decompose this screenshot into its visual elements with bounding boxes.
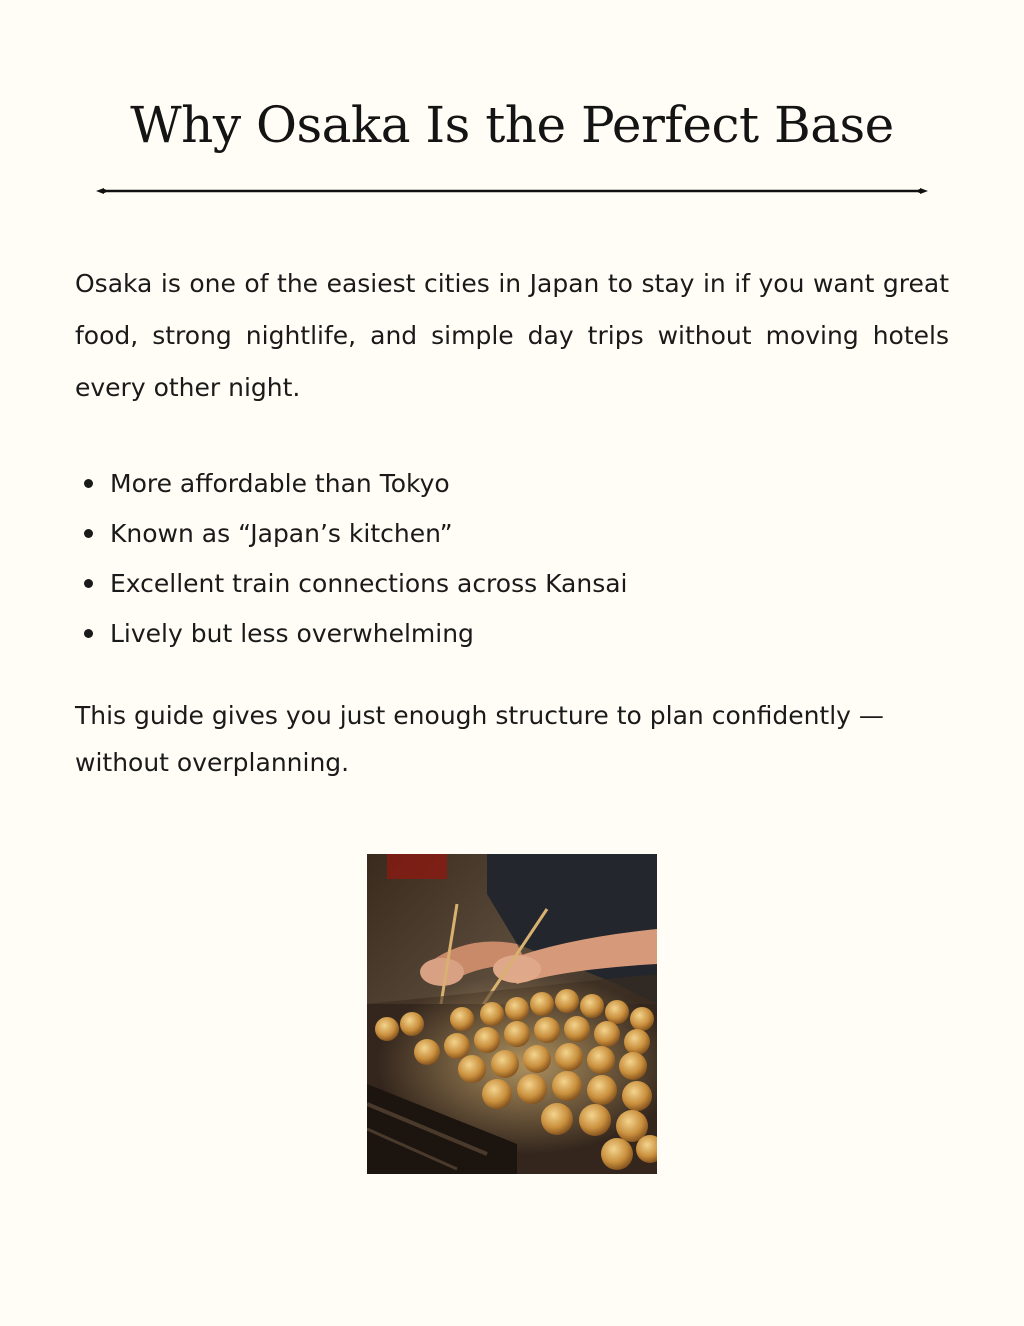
bullet-icon xyxy=(84,479,93,488)
list-item-text: Excellent train connections across Kansai xyxy=(110,569,628,598)
intro-paragraph: Osaka is one of the easiest cities in Japan to stay in if you want great food, strong nightlife, and simple day trips without moving hotels every other night. xyxy=(75,269,949,402)
page-title: Why Osaka Is the Perfect Base xyxy=(130,96,894,154)
list-item xyxy=(75,509,949,559)
bullet-icon xyxy=(84,629,93,638)
reasons-list xyxy=(75,459,949,659)
bullet-icon xyxy=(84,579,93,588)
list-item-text: Known as “Japan’s kitchen” xyxy=(110,519,453,548)
list-item xyxy=(75,459,949,509)
list-item-text: Lively but less overwhelming xyxy=(110,619,474,648)
closing-paragraph: This guide gives you just enough structure to plan confidently — without overplanning. xyxy=(75,701,884,777)
takoyaki-photo xyxy=(367,854,657,1174)
list-item-text: More affordable than Tokyo xyxy=(110,469,450,498)
list-item xyxy=(75,609,949,659)
list-item xyxy=(75,559,949,609)
bullet-icon xyxy=(84,529,93,538)
takoyaki-photo-illustration xyxy=(367,854,657,1174)
title-divider xyxy=(96,184,928,198)
